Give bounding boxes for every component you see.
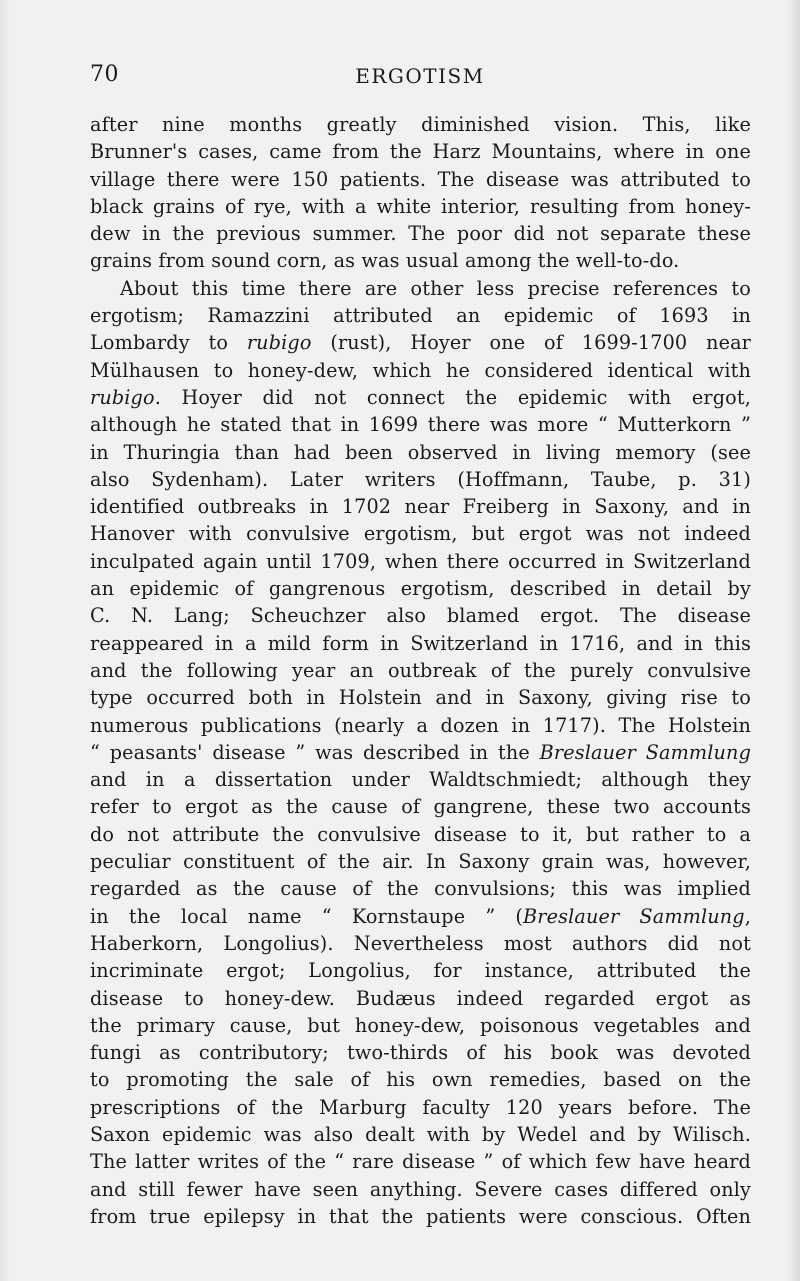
text-line xyxy=(90,548,751,575)
text-run: disease to honey-dew. Budæus indeed regarded ergot as xyxy=(90,986,751,1010)
text-line xyxy=(90,1148,751,1175)
text-run: , xyxy=(744,904,751,928)
text-run: Hanover with convulsive ergotism, but ergot was not indeed xyxy=(90,522,751,546)
text-run: type occurred both in Holstein and in Saxony, giving rise to xyxy=(90,686,751,710)
text-run: prescriptions of the Marburg faculty 120 years before. The xyxy=(90,1095,751,1119)
text-line xyxy=(90,903,751,930)
text-run: and in a dissertation under Waldtschmiedt; although they xyxy=(90,768,751,792)
page-header xyxy=(90,62,750,92)
text-run: black grains of rye, with a white interior, resulting from honey- xyxy=(90,194,751,218)
text-line xyxy=(90,739,751,766)
text-run: ergotism; Ramazzini attributed an epidemic of 1693 in xyxy=(90,304,751,328)
text-line xyxy=(90,247,751,274)
text-line xyxy=(90,1121,751,1148)
text-line xyxy=(90,1176,751,1203)
text-run: although he stated that in 1699 there was more “ Mutterkorn ” xyxy=(90,413,751,437)
text-run: Mülhausen to honey-dew, which he considered identical with xyxy=(90,358,751,382)
text-run: Brunner's cases, came from the Harz Mountains, where in one xyxy=(90,140,751,164)
text-run: reappeared in a mild form in Switzerland in 1716, and in this xyxy=(90,631,751,655)
text-line xyxy=(90,875,751,902)
text-line xyxy=(90,166,751,193)
text-run: from true epilepsy in that the patients were conscious. Often xyxy=(90,1204,751,1228)
text-line xyxy=(90,520,751,547)
text-line xyxy=(90,930,751,957)
italic-text: rubigo xyxy=(246,331,312,355)
text-run: the primary cause, but honey-dew, poisonous vegetables and xyxy=(90,1013,751,1037)
text-run: in the local name “ Kornstaupe ” ( xyxy=(90,904,524,928)
running-head: ERGOTISM xyxy=(355,64,485,88)
text-run: dew in the previous summer. The poor did not separate these xyxy=(90,222,751,246)
text-run: The latter writes of the “ rare disease ” of which few have heard xyxy=(90,1150,751,1174)
text-line xyxy=(90,384,751,411)
text-run: numerous publications (nearly a dozen in 1717). The Holstein xyxy=(90,713,751,737)
text-line xyxy=(90,1066,751,1093)
text-line xyxy=(90,193,751,220)
text-run: to promoting the sale of his own remedies, based on the xyxy=(90,1068,751,1092)
text-run: fungi as contributory; two-thirds of his book was devoted xyxy=(90,1041,751,1065)
text-run: do not attribute the convulsive disease to it, but rather to a xyxy=(90,822,751,846)
text-run: “ peasants' disease ” was described in the xyxy=(90,740,540,764)
text-line xyxy=(90,329,751,356)
text-run: after nine months greatly diminished vision. This, like xyxy=(90,113,751,136)
text-run: About this time there are other less precise references to xyxy=(120,276,751,300)
text-line xyxy=(90,1012,751,1039)
text-run: incriminate ergot; Longolius, for instance, attributed the xyxy=(90,959,751,983)
text-line xyxy=(90,111,751,138)
text-run: C. N. Lang; Scheuchzer also blamed ergot. The disease xyxy=(90,604,751,628)
text-line xyxy=(90,985,751,1012)
text-run: Saxon epidemic was also dealt with by Wedel and by Wilisch. xyxy=(90,1122,751,1146)
text-line xyxy=(90,138,751,165)
text-run: (rust), Hoyer one of 1699-1700 near xyxy=(311,331,751,355)
text-run: refer to ergot as the cause of gangrene, these two accounts xyxy=(90,795,751,819)
text-line xyxy=(90,712,751,739)
page-number: 70 xyxy=(90,62,119,87)
text-run: Lombardy to xyxy=(90,331,247,355)
text-run: in Thuringia than had been observed in living memory (see xyxy=(90,440,751,464)
italic-text: Breslauer Sammlung xyxy=(523,904,745,928)
text-run: . Hoyer did not connect the epidemic with ergot, xyxy=(154,385,751,409)
text-line xyxy=(90,1203,751,1230)
text-run: inculpated again until 1709, when there occurred in Switzerland xyxy=(90,549,751,573)
text-line xyxy=(90,302,751,329)
text-run: and still fewer have seen anything. Severe cases differed only xyxy=(90,1177,751,1201)
text-run: identified outbreaks in 1702 near Freiberg in Saxony, and in xyxy=(90,495,751,519)
text-line xyxy=(90,957,751,984)
text-run: also Sydenham). Later writers (Hoffmann, Taube, p. 31) xyxy=(90,467,751,491)
text-line xyxy=(90,411,751,438)
text-line xyxy=(90,602,751,629)
text-line xyxy=(90,848,751,875)
text-run: and the following year an outbreak of the purely convulsive xyxy=(90,658,751,682)
text-line xyxy=(90,439,751,466)
italic-text: rubigo xyxy=(90,385,155,409)
body-text xyxy=(90,111,751,1230)
text-run: regarded as the cause of the convulsions; this was implied xyxy=(90,877,751,901)
text-run: an epidemic of gangrenous ergotism, described in detail by xyxy=(90,577,751,601)
text-line xyxy=(90,220,751,247)
text-run: village there were 150 patients. The disease was attributed to xyxy=(90,167,751,191)
text-line xyxy=(90,357,751,384)
text-line xyxy=(90,630,751,657)
text-line xyxy=(90,575,751,602)
italic-text: Breslauer Sammlung xyxy=(539,740,752,764)
text-line xyxy=(90,793,751,820)
text-run: grains from sound corn, as was usual among the well-to-do. xyxy=(90,249,680,273)
text-run: peculiar constituent of the air. In Saxony grain was, however, xyxy=(90,850,751,874)
text-line xyxy=(90,1039,751,1066)
text-line xyxy=(90,766,751,793)
text-line xyxy=(90,1094,751,1121)
text-line xyxy=(90,821,751,848)
text-line xyxy=(90,657,751,684)
text-line xyxy=(90,275,751,302)
text-line xyxy=(90,493,751,520)
text-line xyxy=(90,684,751,711)
text-line xyxy=(90,466,751,493)
text-run: Haberkorn, Longolius). Nevertheless most authors did not xyxy=(90,931,751,955)
